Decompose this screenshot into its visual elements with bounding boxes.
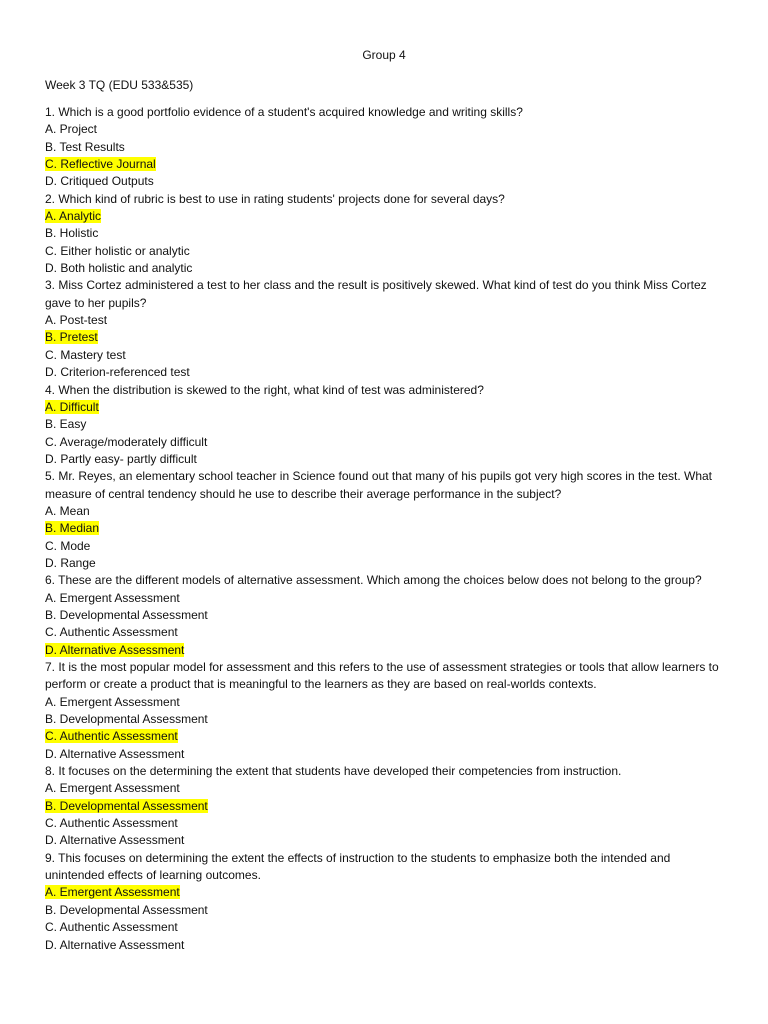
option-text: A. Emergent Assessment: [45, 694, 180, 709]
option-text: D. Alternative Assessment: [45, 937, 185, 952]
option-text: C. Authentic Assessment: [45, 625, 178, 640]
option-text: C. Authentic Assessment: [45, 816, 178, 831]
answer-option: [45, 590, 722, 607]
answer-option: [45, 902, 722, 919]
option-text: A. Project: [45, 122, 98, 137]
highlighted-answer: A. Difficult: [45, 399, 99, 414]
highlighted-answer: B. Pretest: [45, 330, 98, 345]
option-text: D. Criterion-referenced test: [45, 365, 190, 380]
answer-option: [45, 503, 722, 520]
question-text: 2. Which kind of rubric is best to use in rating students' projects done for several days?: [45, 191, 505, 206]
answer-option: [45, 399, 722, 416]
highlighted-answer: A. Emergent Assessment: [45, 885, 180, 900]
question-block: [45, 277, 722, 381]
answer-option: [45, 884, 722, 901]
answer-option: [45, 520, 722, 537]
question-list: [45, 104, 722, 954]
question-block: [45, 763, 722, 850]
question-text: 5. Mr. Reyes, an elementary school teacher in Science found out that many of his pupils got very high scores in the test. What measure of central tendency should he use to describe their average performance in the subject?: [45, 469, 713, 501]
answer-option: [45, 555, 722, 572]
question-text: 1. Which is a good portfolio evidence of a student's acquired knowledge and writing skills?: [45, 105, 523, 119]
question-block: [45, 104, 722, 191]
week-subtitle: Week 3 TQ (EDU 533&535): [45, 78, 194, 92]
option-text: D. Range: [45, 555, 96, 570]
option-text: C. Mode: [45, 538, 91, 553]
answer-option: [45, 798, 722, 815]
answer-option: [45, 711, 722, 728]
group-title: Group 4: [362, 48, 406, 62]
option-text: D. Both holistic and analytic: [45, 261, 193, 276]
question-text: 4. When the distribution is skewed to the right, what kind of test was administered?: [45, 382, 484, 397]
answer-option: [45, 434, 722, 451]
answer-option: [45, 208, 722, 225]
answer-option: [45, 919, 722, 936]
answer-option: [45, 538, 722, 555]
question-block: [45, 468, 722, 572]
answer-option: [45, 329, 722, 346]
option-text: D. Alternative Assessment: [45, 833, 185, 848]
answer-option: [45, 312, 722, 329]
option-text: A. Post-test: [45, 313, 108, 328]
option-text: B. Developmental Assessment: [45, 607, 208, 622]
option-text: C. Average/moderately difficult: [45, 434, 208, 449]
question-text: 6. These are the different models of alternative assessment. Which among the choices below does not belong to the group?: [45, 573, 702, 588]
answer-option: [45, 780, 722, 797]
question-text: 7. It is the most popular model for assessment and this refers to the use of assessment strategies or tools that allow learners to perform or create a product that is meaningful to the learners as they are based on real-worlds contexts.: [45, 660, 719, 692]
answer-option: [45, 156, 722, 173]
option-text: D. Alternative Assessment: [45, 746, 185, 761]
question-text: 9. This focuses on determining the extent the effects of instruction to the students to emphasize both the intended and unintended effects of learning outcomes.: [45, 850, 671, 883]
answer-option: [45, 642, 722, 659]
answer-option: [45, 746, 722, 763]
option-text: C. Either holistic or analytic: [45, 243, 190, 258]
option-text: B. Easy: [45, 417, 87, 432]
option-text: B. Holistic: [45, 226, 99, 241]
question-block: [45, 659, 722, 763]
answer-option: [45, 416, 722, 433]
answer-option: [45, 451, 722, 468]
answer-option: [45, 173, 722, 190]
answer-option: [45, 121, 722, 138]
answer-option: [45, 347, 722, 364]
highlighted-answer: A. Analytic: [45, 209, 102, 224]
option-text: C. Mastery test: [45, 347, 126, 362]
highlighted-answer: C. Authentic Assessment: [45, 729, 178, 744]
answer-option: [45, 139, 722, 156]
option-text: A. Emergent Assessment: [45, 781, 180, 796]
answer-option: [45, 607, 722, 624]
option-text: B. Developmental Assessment: [45, 712, 208, 727]
question-block: [45, 382, 722, 469]
highlighted-answer: D. Alternative Assessment: [45, 642, 185, 657]
option-text: A. Mean: [45, 503, 90, 518]
option-text: B. Developmental Assessment: [45, 902, 208, 917]
question-block: [45, 850, 722, 954]
option-text: C. Authentic Assessment: [45, 920, 178, 935]
answer-option: [45, 364, 722, 381]
question-text: 8. It focuses on the determining the extent that students have developed their competencies from instruction.: [45, 764, 622, 779]
answer-option: [45, 260, 722, 277]
answer-option: [45, 243, 722, 260]
answer-option: [45, 832, 722, 849]
answer-option: [45, 728, 722, 745]
answer-option: [45, 694, 722, 711]
highlighted-answer: B. Developmental Assessment: [45, 798, 208, 813]
question-text: 3. Miss Cortez administered a test to her class and the result is positively skewed. What kind of test do you think Miss Cortez gave to her pupils?: [45, 278, 707, 310]
answer-option: [45, 225, 722, 242]
highlighted-answer: C. Reflective Journal: [45, 157, 156, 172]
answer-option: [45, 624, 722, 641]
highlighted-answer: B. Median: [45, 521, 100, 536]
question-block: [45, 191, 722, 278]
option-text: B. Test Results: [45, 139, 125, 154]
question-block: [45, 572, 722, 659]
option-text: D. Critiqued Outputs: [45, 174, 154, 189]
option-text: A. Emergent Assessment: [45, 590, 180, 605]
answer-option: [45, 815, 722, 832]
option-text: D. Partly easy- partly difficult: [45, 451, 197, 466]
answer-option: [45, 937, 722, 954]
